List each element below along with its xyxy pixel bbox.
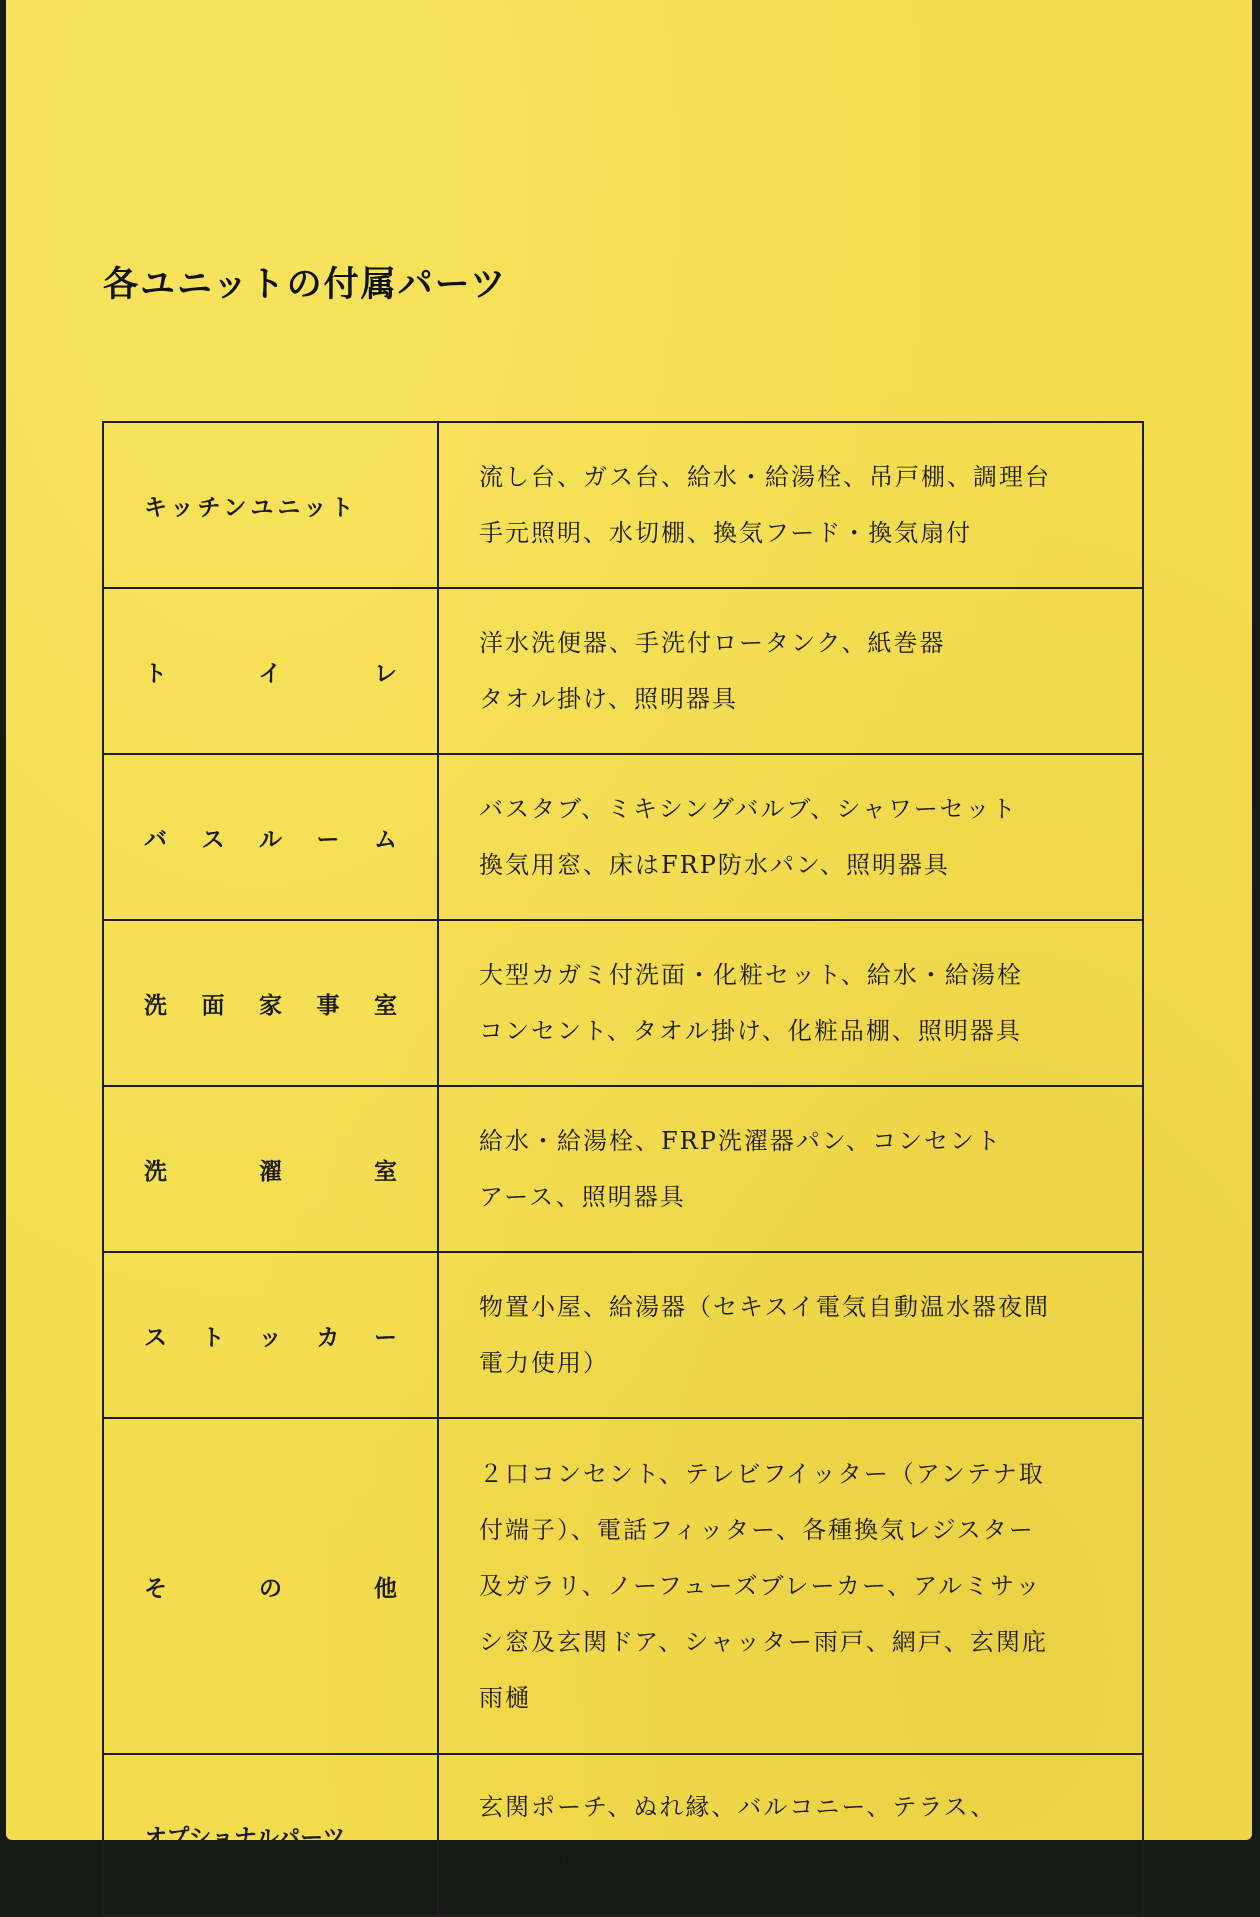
table-row [103,1252,1143,1418]
parts-line: バスタブ、ミキシングバルブ、シャワーセット [479,795,1018,823]
unit-name-cell [103,754,438,920]
parts-line: 暖房器具（セントラルヒーティング） [479,1849,918,1877]
document-page [6,0,1252,1877]
parts-line: 洋水洗便器、手洗付ロータンク、紙巻器 [479,629,946,657]
parts-cell [438,588,1143,754]
parts-cell [438,1086,1143,1252]
unit-name-cell [103,920,438,1086]
unit-name-cell [103,1754,438,1916]
parts-cell [438,1418,1143,1754]
unit-name-cell [103,588,438,754]
parts-line: 電力使用） [479,1349,609,1377]
parts-cell [438,1252,1143,1418]
unit-name-cell [103,1252,438,1418]
page-title: 各ユニットの付属パーツ [103,265,508,305]
unit-name-washroom: 洗面家事室 [144,992,397,1019]
parts-line: 及ガラリ、ノーフューズブレーカー、アルミサッ [479,1572,1042,1600]
parts-line: コンセント、タオル掛け、化粧品棚、照明器具 [479,1017,1022,1045]
table-row [103,1086,1143,1252]
parts-line: 換気用窓、床はFRP防水パン、照明器具 [479,851,950,879]
unit-name-cell [103,1086,438,1252]
parts-line: アース、照明器具 [479,1183,686,1211]
parts-cell [438,422,1143,588]
unit-name-other: その他 [144,1575,397,1602]
parts-line: タオル掛け、照明器具 [479,685,739,713]
table-row [103,588,1143,754]
parts-line: 付端子）、電話フィッター、各種換気レジスター [479,1516,1035,1544]
parts-line: 大型カガミ付洗面・化粧セット、給水・給湯栓 [479,961,1023,989]
parts-line: ２口コンセント、テレビフイッター（アンテナ取 [479,1460,1045,1488]
unit-name-cell [103,1418,438,1754]
table-row [103,422,1143,588]
table-row [103,1754,1143,1916]
parts-line: 玄関ポーチ、ぬれ縁、バルコニー、テラス、 [479,1793,997,1821]
parts-line: 手元照明、水切棚、換気フード・換気扇付 [479,519,973,547]
unit-name-stocker: ストッカー [144,1324,397,1351]
unit-parts-table [102,421,1144,1917]
parts-cell [438,754,1143,920]
table-row [103,920,1143,1086]
parts-cell [438,1754,1143,1916]
table-row [103,754,1143,920]
parts-line: 雨樋 [479,1684,531,1712]
parts-line: 流し台、ガス台、給水・給湯栓、吊戸棚、調理台 [479,463,1051,491]
unit-name-optional: オプショナルパーツ [144,1824,346,1851]
parts-line: 給水・給湯栓、FRP洗濯器パン、コンセント [479,1127,1002,1155]
parts-line: シ窓及玄関ドア、シャッター雨戸、網戸、玄関庇 [479,1628,1048,1656]
table-row [103,1418,1143,1754]
unit-name-kitchen: キッチンユニット [144,494,358,521]
unit-name-bathroom: バスルーム [144,826,397,853]
unit-name-toilet: トイレ [144,660,397,687]
unit-name-laundry: 洗濯室 [144,1158,397,1185]
unit-name-cell [103,422,438,588]
parts-cell [438,920,1143,1086]
parts-line: 物置小屋、給湯器（セキスイ電気自動温水器夜間 [479,1293,1051,1321]
